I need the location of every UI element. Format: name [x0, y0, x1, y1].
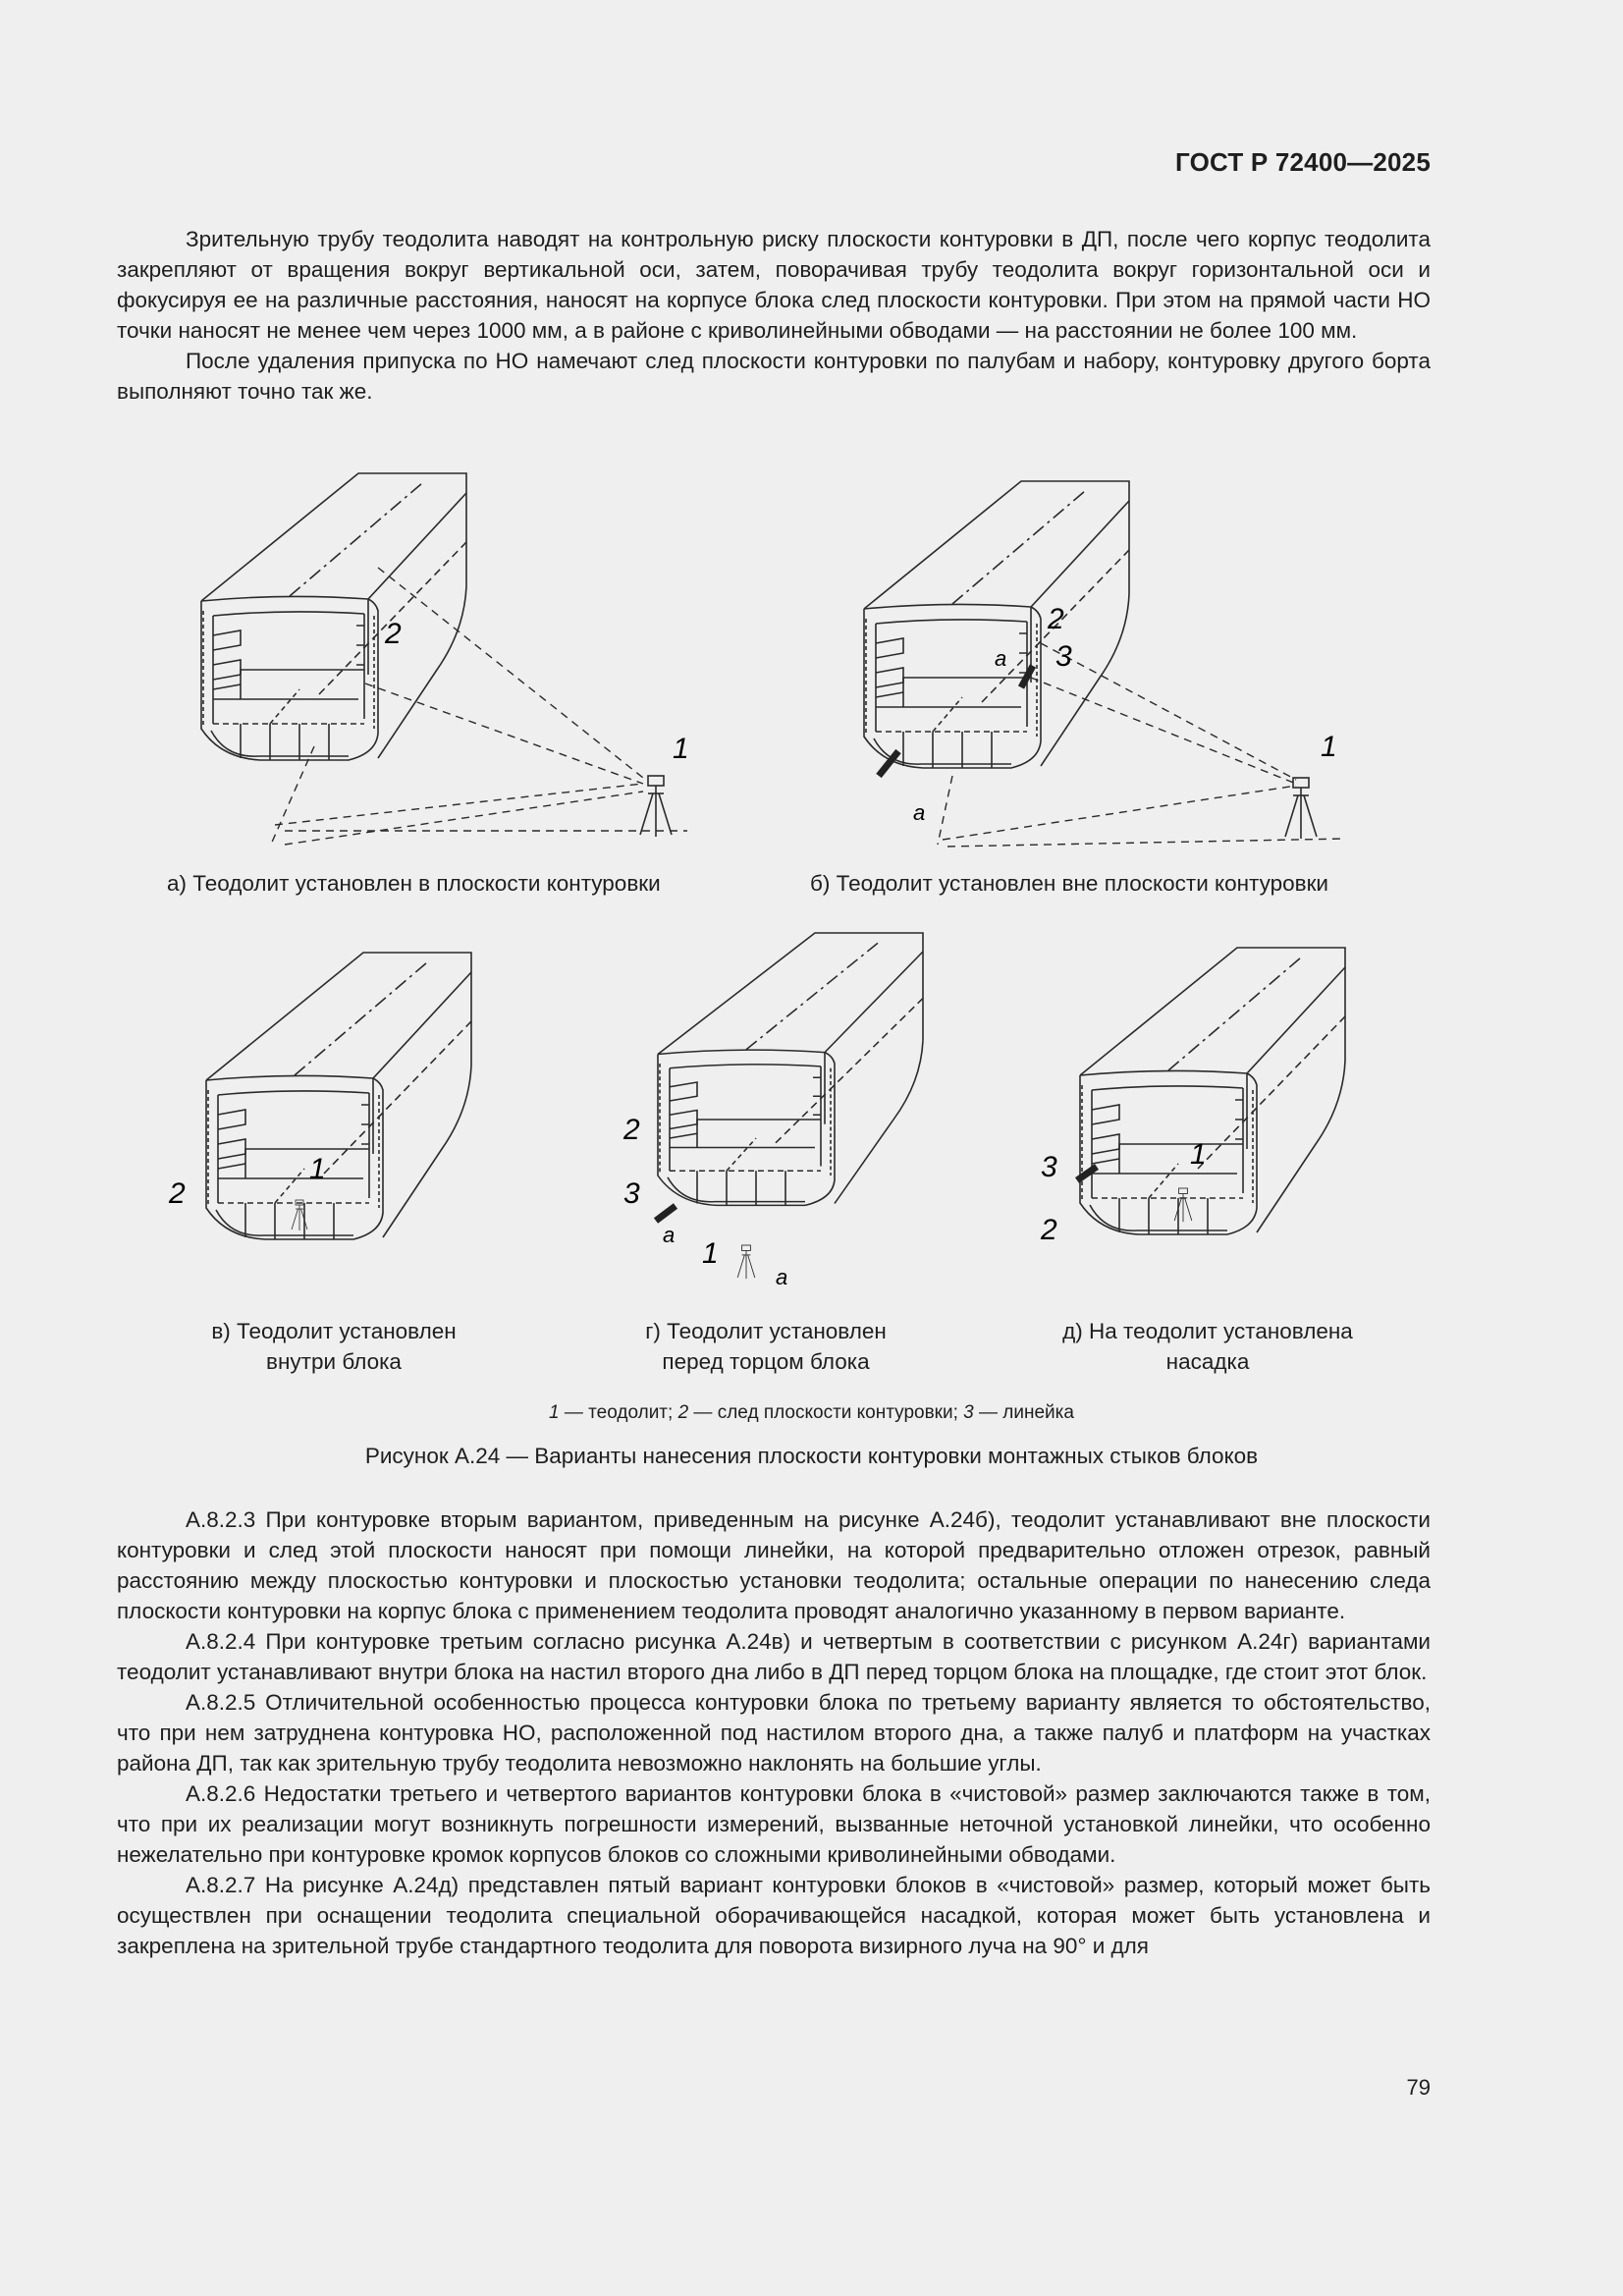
panel-g-drawing	[622, 933, 923, 1289]
legend-value-2: — след плоскости контуровки;	[688, 1402, 964, 1423]
paragraph: Зрительную трубу теодолита наводят на контрольную риску плоскости контуровки в ДП, после чего корпус теодолита закрепляют от вращения вокруг вертикальной оси, затем, поворачивая трубу теодолита вокруг горизонтальной оси и фокусируя ее на различные расстояния, наносят на корпусе блока след плоскости контуровки. При этом на прямой части НО точки наносят не менее чем через 1000 мм, а в районе с криволинейными обводами — на расстоянии не более 100 мм.	[117, 227, 1431, 343]
panel-d-drawing	[1040, 948, 1345, 1246]
panel-b-label-a-top: а	[995, 646, 1007, 671]
panel-b-label-2: 2	[1048, 603, 1064, 635]
panel-v-caption-line1: в) Теодолит установлен	[211, 1319, 457, 1343]
panel-a-label-1: 1	[673, 733, 689, 765]
paragraph: А.8.2.7 На рисунке А.24д) представлен пятый вариант контуровки блоков в «чистовой» размер, который может быть осуществлен при оснащении теодолита специальной оборачивающейся насадкой, которая может быть установлена и закреплена на зрительной трубе стандартного теодолита для поворота визирного луча на 90° и для	[117, 1873, 1431, 1958]
panel-g-label-a-right: а	[776, 1265, 788, 1289]
panel-d-caption	[1041, 1316, 1375, 1377]
page-number: 79	[1406, 2075, 1431, 2100]
legend-value-1: — теодолит;	[559, 1402, 678, 1423]
panel-d-caption-line1: д) На теодолит установлена	[1062, 1319, 1353, 1343]
panel-g-caption-line2: перед торцом блока	[662, 1349, 870, 1374]
panel-g-caption	[619, 1316, 913, 1377]
legend-key-2: 2	[677, 1402, 689, 1423]
document-id: ГОСТ Р 72400—2025	[1175, 147, 1431, 177]
paragraph: После удаления припуска по НО намечают след плоскости контуровки по палубам и набору, контуровку другого борта выполняют точно так же.	[117, 349, 1431, 404]
panel-a-drawing	[201, 473, 689, 847]
panel-d-label-2: 2	[1041, 1214, 1057, 1246]
paragraph: А.8.2.5 Отличительной особенностью процесса контуровки блока по третьему варианту является то обстоятельство, что при нем затруднена контуровка НО, расположенной под настилом второго дна, а также палуб и платформ на участках района ДП, так как зрительную трубу теодолита невозможно наклонять на большие углы.	[117, 1690, 1431, 1776]
legend-key-1: 1	[549, 1402, 560, 1423]
panel-v-label-1: 1	[309, 1153, 326, 1185]
panel-a-label-2: 2	[385, 618, 402, 650]
body-text	[117, 1504, 1431, 1961]
panel-b-drawing	[864, 481, 1345, 847]
panel-g-label-3: 3	[623, 1177, 640, 1210]
legend-value-3: — линейка	[973, 1402, 1074, 1423]
panel-g-label-a-left: а	[663, 1223, 676, 1247]
panel-b-label-3: 3	[1055, 640, 1072, 673]
panel-d-label-3: 3	[1041, 1151, 1057, 1183]
panel-d-label-1: 1	[1190, 1138, 1207, 1171]
figure-legend	[0, 1402, 1623, 1424]
panel-g-label-2: 2	[623, 1114, 640, 1146]
panel-a-caption: а) Теодолит установлен в плоскости контуровки	[167, 871, 661, 896]
panel-v-label-2: 2	[169, 1177, 186, 1210]
panel-v-caption-line2: внутри блока	[266, 1349, 402, 1374]
paragraph: А.8.2.6 Недостатки третьего и четвертого вариантов контуровки блока в «чистовой» размер заключаются также в том, что при их реализации могут возникнуть погрешности измерений, вызванные неточной установкой линейки, что особенно нежелательно при контуровке кромок корпусов блоков со сложными криволинейными обводами.	[117, 1781, 1431, 1867]
legend-key-3: 3	[963, 1402, 974, 1423]
panel-b-label-1: 1	[1321, 731, 1337, 763]
panel-v-drawing	[168, 953, 471, 1239]
paragraph: А.8.2.4 При контуровке третьим согласно рисунка А.24в) и четвертым в соответствии с рисунком А.24г) вариантами теодолит устанавливают внутри блока на настил второго дна либо в ДП перед торцом блока на площадке, где стоит этот блок.	[117, 1629, 1431, 1684]
paragraph: А.8.2.3 При контуровке вторым вариантом, приведенным на рисунке А.24б), теодолит устанавливают вне плоскости контуровки и след этой плоскости наносят при помощи линейки, на которой предварительно отложен отрезок, равный расстоянию между плоскостью контуровки и плоскостью установки теодолита; остальные операции по нанесению следа плоскости контуровки на корпус блока с применением теодолита проводят аналогично указанному в первом варианте.	[117, 1507, 1431, 1623]
panel-d-caption-line2: насадка	[1165, 1349, 1250, 1374]
panel-b-label-a-bottom: а	[913, 800, 926, 825]
panel-v-caption	[187, 1316, 481, 1377]
figure-title: Рисунок А.24 — Варианты нанесения плоскости контуровки монтажных стыков блоков	[364, 1444, 1259, 1468]
panel-b-caption: б) Теодолит установлен вне плоскости контуровки	[810, 871, 1328, 896]
panel-g-caption-line1: г) Теодолит установлен	[645, 1319, 887, 1343]
panel-g-label-1: 1	[702, 1237, 719, 1270]
